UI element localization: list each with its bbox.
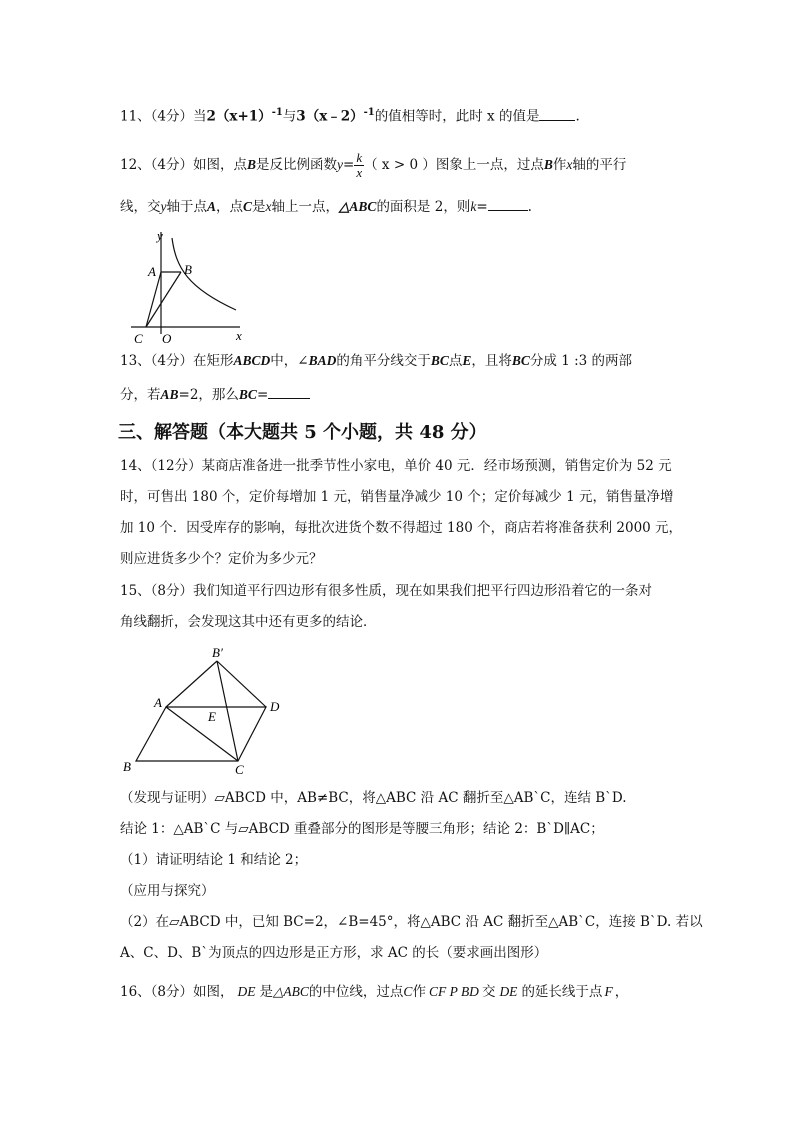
q13-number: 13、（4分） <box>120 353 194 369</box>
segment-ca <box>146 272 161 327</box>
label-d: D <box>270 699 280 714</box>
fraction-k-over-x: $\frac{k}{x}$ <box>356 150 363 180</box>
answer-blank[interactable] <box>488 196 528 211</box>
question-15-apply: （应用与探究） <box>120 883 215 899</box>
q11-expr1: 2（x+1） <box>206 108 272 125</box>
label-b: B <box>123 759 131 774</box>
label-e: E <box>208 709 216 724</box>
figure-inverse-proportion <box>128 228 258 348</box>
label-x: x <box>236 328 242 343</box>
question-12-line-1: 12、（4分）如图，点B是反比例函数y= $\frac{k}{x}$ （ x > 0 ）图象上一点，过点B作x轴的平行 <box>120 150 627 180</box>
question-15-line-2: 角线翻折，会发现这其中还有更多的结论． <box>120 614 377 630</box>
question-16: 16、（8分）如图， DE 是△ABC的中位线，过点C作 CF P BD 交 DE 的延长线于点 F ， <box>120 984 629 1000</box>
question-11: 11、（4分）当$2(x+1)^{-1}$与3（x﹣2）$^{-1}$的值相等时，此时 x 的值是 . <box>120 107 580 125</box>
question-15-part-2-line-2: A、C、D、B`为顶点的四边形是正方形，求 AC 的长（要求画出图形） <box>120 945 548 961</box>
label-o: O <box>162 331 172 346</box>
question-15-part-1: （1）请证明结论 1 和结论 2； <box>120 852 308 868</box>
question-13-line-1: 13、（4分）在矩形ABCD中，∠BAD的角平分线交于BC点E，且将BC分成 1 :3 的两部 <box>120 353 633 369</box>
q12-number: 12、（4分） <box>120 157 194 173</box>
segment-b-prime-d <box>217 661 266 707</box>
label-c: C <box>134 331 143 346</box>
label-b: B <box>184 262 192 277</box>
segment-b-prime-c <box>217 661 238 761</box>
label-y: y <box>157 228 163 243</box>
question-12-line-2: 线，交y轴于点A，点C是x轴上一点，△ABC的面积是 2，则k= . <box>120 196 532 217</box>
label-a: A <box>148 264 156 279</box>
label-a: A <box>154 695 162 710</box>
q11-expr2: 3（x﹣2） <box>296 108 364 125</box>
question-15-part-2-line-1: （2）在▱ABCD 中，已知 BC=2，∠B=45°，将△ABC 沿 AC 翻折至△AB`C，连接 B`D. 若以 <box>120 914 703 930</box>
question-14-line-2: 时，可售出 180 个，定价每增加 1 元，销售量净减少 10 个；定价每减少 1 元，销售量净增 <box>120 489 674 505</box>
question-13-line-2: 分，若AB=2，那么BC= <box>120 384 310 405</box>
q16-number: 16、（8分） <box>120 984 194 1000</box>
answer-blank[interactable] <box>539 106 575 121</box>
figure-parallelogram-fold <box>118 643 298 777</box>
answer-blank[interactable] <box>268 384 310 399</box>
question-14-line-1: 14、（12分）某商店准备进一批季节性小家电，单价 40 元．经市场预测，销售定价为 52 元 <box>120 458 672 474</box>
segment-ab-prime <box>166 661 217 707</box>
segment-cb <box>146 272 181 327</box>
hyperbola-curve <box>172 238 236 310</box>
question-14-line-3: 加 10 个．因受库存的影响，每批次进货个数不得超过 180 个，商店若将准备获利 2000 元， <box>120 520 683 536</box>
q11-number: 11、（4分） <box>120 108 194 125</box>
question-15-line-1: 15、（8分）我们知道平行四边形有很多性质，现在如果我们把平行四边形沿着它的一条对 <box>120 583 653 599</box>
diagonal-ac <box>166 707 238 761</box>
question-15-conclusion: 结论 1：△AB`C 与▱ABCD 重叠部分的图形是等腰三角形；结论 2：B`D∥AC； <box>120 821 604 837</box>
section-heading: 三、解答题（本大题共 5 个小题，共 48 分） <box>118 422 487 443</box>
question-15-discover: （发现与证明）▱ABCD 中，AB≠BC，将△ABC 沿 AC 翻折至△AB`C，连结 B`D. <box>120 790 627 806</box>
question-14-line-4: 则应进货多少个？定价为多少元？ <box>120 551 323 567</box>
label-c: C <box>235 762 244 777</box>
label-b-prime: B′ <box>212 645 223 660</box>
